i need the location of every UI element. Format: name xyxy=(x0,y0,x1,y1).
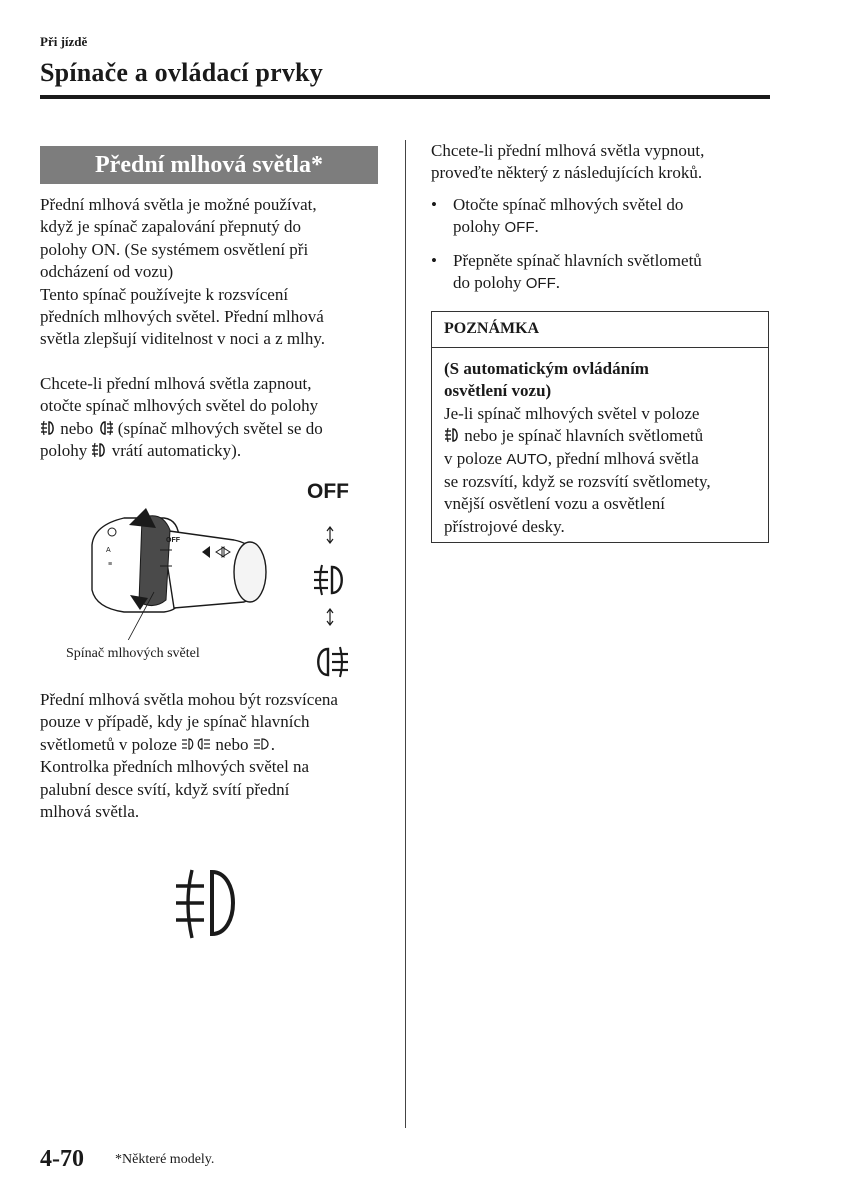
intro-line: polohy ON. (Se systémem osvětlení při xyxy=(40,239,309,259)
fog-light-switch-illustration xyxy=(84,500,284,640)
up-down-arrow-icon xyxy=(322,608,338,626)
note-box xyxy=(431,311,769,543)
note-line xyxy=(444,425,762,447)
note-code: AUTO xyxy=(506,450,548,468)
note-line: se rozsvítí, když se rozsvítí světlomety, xyxy=(444,472,711,492)
intro-line: Přední mlhová světla je možné používat, xyxy=(40,195,317,214)
headlight-condition-paragraph xyxy=(40,689,388,823)
up-down-arrow-icon xyxy=(322,526,338,544)
front-fog-indicator-icon xyxy=(172,864,244,942)
breadcrumb: Při jízdě xyxy=(40,34,88,49)
turn-on-text: vrátí automaticky). xyxy=(107,441,242,461)
condition-text: světlometů v poloze xyxy=(40,734,182,754)
turn-on-text: (spínač mlhových světel se do xyxy=(113,418,323,438)
rear-fog-light-icon xyxy=(98,420,114,436)
front-fog-light-icon xyxy=(91,442,107,458)
intro-paragraph xyxy=(40,194,388,351)
intro-line: když je spínač zapalování přepnutý do xyxy=(40,217,302,237)
section-title: Spínače a ovládací prvky xyxy=(40,58,323,87)
off-position-label: OFF xyxy=(307,480,349,503)
condition-line: Kontrolka předních mlhových světel na xyxy=(40,757,310,777)
note-line: Je-li spínač mlhových světel v poloze xyxy=(444,403,700,423)
intro-line: světla zlepšují viditelnost v noci a z mlhy. xyxy=(40,329,326,349)
svg-text:≡: ≡ xyxy=(108,561,113,568)
list-item xyxy=(431,250,771,296)
condition-line: palubní desce svítí, když svítí přední xyxy=(40,779,290,799)
turn-on-text: polohy xyxy=(40,441,92,461)
turn-off-line: proveďte některý z následujících kroků. xyxy=(431,163,703,183)
note-subtitle: (S automatickým ovládáním xyxy=(444,359,649,378)
intro-line: Tento spínač používejte k rozsvícení xyxy=(40,284,289,304)
condition-line: Přední mlhová světla mohou být rozsvícena xyxy=(40,690,338,709)
step-code: OFF xyxy=(525,275,556,293)
note-text: , přední mlhová světla xyxy=(547,448,699,468)
bullet-icon: • xyxy=(431,195,437,214)
step-text: do polohy xyxy=(453,273,526,293)
list-item xyxy=(431,194,771,240)
step-text: . xyxy=(555,273,560,293)
front-fog-light-icon xyxy=(444,427,460,443)
step-text: . xyxy=(534,217,539,237)
figure-caption: Spínač mlhových světel xyxy=(66,646,200,661)
column-divider xyxy=(405,140,406,1128)
bullet-icon: • xyxy=(431,250,437,270)
knob-off-label: OFF xyxy=(166,537,180,544)
front-fog-light-icon xyxy=(40,420,56,436)
turn-on-paragraph xyxy=(40,373,388,463)
condition-line: mlhová světla. xyxy=(40,802,140,822)
turn-on-line xyxy=(40,418,388,440)
turn-off-paragraph xyxy=(431,140,771,185)
step-text: Přepněte spínač hlavních světlometů xyxy=(453,250,702,270)
note-line xyxy=(444,448,762,471)
intro-line: odcházení od vozu) xyxy=(40,262,174,282)
note-line: přístrojové desky. xyxy=(444,516,565,536)
note-line: vnější osvětlení vozu a osvětlení xyxy=(444,494,665,514)
turn-on-text: nebo xyxy=(56,418,98,438)
note-text: nebo je spínač hlavních světlometů xyxy=(460,426,704,446)
parking-light-icon xyxy=(181,737,211,751)
front-fog-light-icon xyxy=(312,562,348,598)
condition-line: pouze v případě, kdy je spínač hlavních xyxy=(40,712,310,732)
note-subtitle: osvětlení vozu) xyxy=(444,381,552,401)
svg-text:A: A xyxy=(106,547,111,554)
turn-on-line: otočte spínač mlhových světel do polohy xyxy=(40,396,319,416)
note-title: POZNÁMKA xyxy=(432,312,768,348)
condition-text: nebo xyxy=(211,734,253,754)
step-text: Otočte spínač mlhových světel do xyxy=(453,195,684,214)
intro-line: předních mlhových světel. Přední mlhová xyxy=(40,307,324,327)
turn-off-line: Chcete-li přední mlhová světla vypnout, xyxy=(431,141,705,160)
topic-heading: Přední mlhová světla* xyxy=(40,146,378,184)
note-text: v poloze xyxy=(444,448,507,468)
headlight-icon xyxy=(253,737,271,751)
condition-text: . xyxy=(270,734,275,754)
turn-on-line: Chcete-li přední mlhová světla zapnout, xyxy=(40,374,312,393)
rear-fog-light-icon xyxy=(312,644,352,680)
page-number: 4-70 xyxy=(40,1146,84,1172)
header-rule xyxy=(40,95,770,99)
note-body xyxy=(444,358,762,538)
turn-on-line xyxy=(40,440,388,462)
step-code: OFF xyxy=(504,219,535,237)
step-text: polohy xyxy=(453,217,505,237)
footnote: *Některé modely. xyxy=(115,1152,215,1167)
condition-line xyxy=(40,734,388,756)
turn-off-steps xyxy=(431,194,771,306)
